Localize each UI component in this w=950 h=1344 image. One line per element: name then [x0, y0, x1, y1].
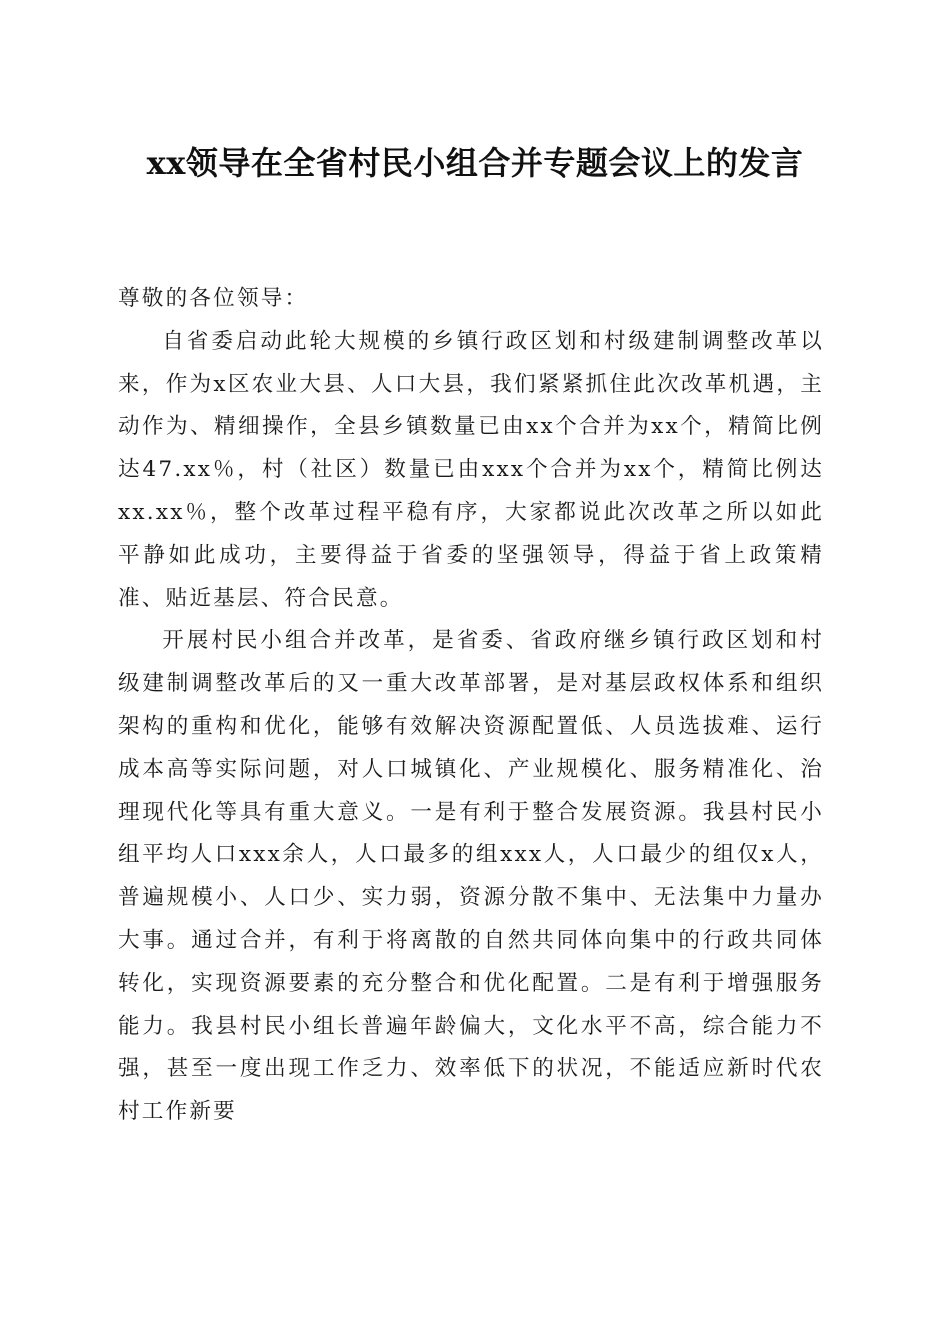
paragraph-2: 开展村民小组合并改革，是省委、省政府继乡镇行政区划和村级建制调整改革后的又一重大改革部署，是对基层政权体系和组织架构的重构和优化，能够有效解决资源配置低、人员选拔难、运行成本高等实际问题，对人口城镇化、产业规模化、服务精准化、治理现代化等具有重大意义。一是有利于整合发展资源。我县村民小组平均人口xxx余人，人口最多的组xxx人，人口最少的组仅x人，普遍规模小、人口少、实力弱，资源分散不集中、无法集中力量办大事。通过合并，有利于将离散的自然共同体向集中的行政共同体转化，实现资源要素的充分整合和优化配置。二是有利于增强服务能力。我县村民小组长普遍年龄偏大，文化水平不高，综合能力不强，甚至一度出现工作乏力、效率低下的状况，不能适应新时代农村工作新要 [118, 628, 824, 1125]
document-body [118, 278, 824, 1134]
document-title: xx领导在全省村民小组合并专题会议上的发言 [146, 144, 804, 182]
salutation: 尊敬的各位领导： [118, 286, 309, 311]
paragraph-1: 自省委启动此轮大规模的乡镇行政区划和村级建制调整改革以来，作为x区农业大县、人口大县，我们紧紧抓住此次改革机遇，主动作为、精细操作，全县乡镇数量已由xx个合并为xx个，精简比例达47.xx％，村（社区）数量已由xxx个合并为xx个，精简比例达xx.xx％，整个改革过程平稳有序，大家都说此次改革之所以如此平静如此成功，主要得益于省委的坚强领导，得益于省上政策精准、贴近基层、符合民意。 [118, 328, 824, 611]
